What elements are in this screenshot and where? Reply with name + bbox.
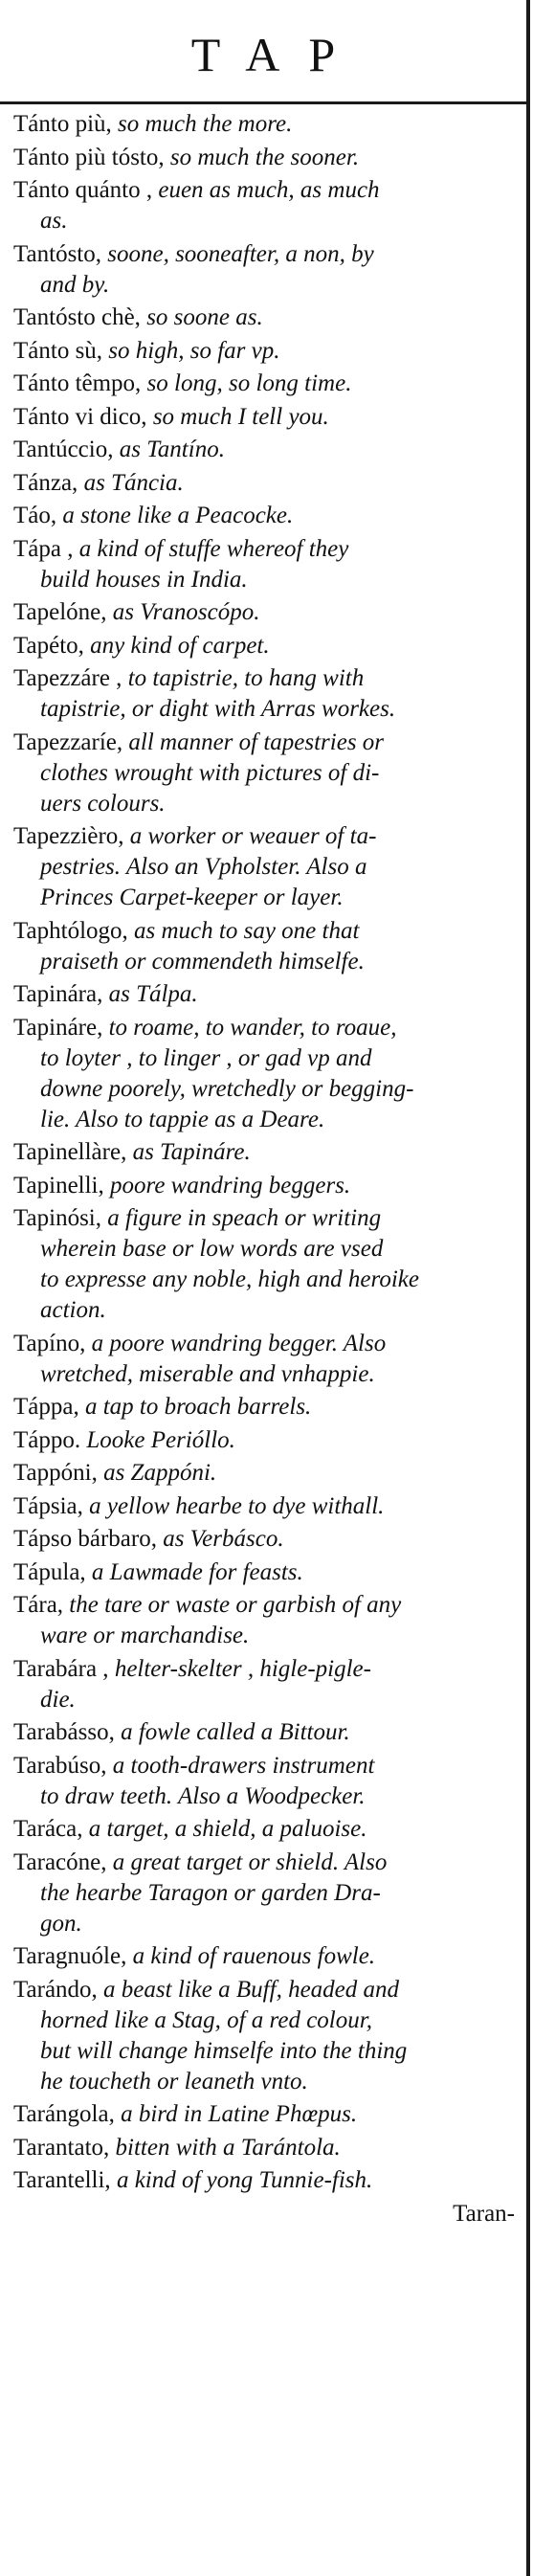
dictionary-entry (13, 534, 521, 595)
dictionary-entry (13, 239, 521, 301)
definition-text: but will change himselfe into the thing (40, 2037, 408, 2064)
entry-first-line (13, 402, 521, 433)
headword: Tapelóne, (13, 599, 107, 625)
dictionary-entry (13, 1814, 521, 1845)
dictionary-entry (13, 402, 521, 433)
definition-text: ware or marchandise. (40, 1623, 250, 1648)
entry-first-line (13, 1329, 521, 1359)
entry-continuation-line (13, 1781, 521, 1812)
dictionary-entry (13, 631, 521, 661)
right-margin-rule (526, 0, 530, 2576)
headword: Táppo. (13, 1426, 81, 1453)
entry-first-line (13, 175, 521, 206)
dictionary-entry (13, 1425, 521, 1456)
definition-text: as much to say one that (134, 917, 360, 944)
definition-text: as. (40, 208, 68, 234)
headword: Tapezzaríe, (13, 728, 123, 755)
headword: Tapinelli, (13, 1172, 104, 1198)
headword: Tapinellàre, (13, 1139, 127, 1165)
definition-text: he toucheth or leaneth vnto. (40, 2068, 308, 2094)
entry-first-line (13, 1975, 521, 2005)
entry-first-line (13, 979, 521, 1010)
entry-first-line (13, 1013, 521, 1043)
headword: Tápsia, (13, 1492, 83, 1519)
definition-text: a beast like a Buff, headed and (103, 1976, 400, 2003)
definition-text: clothes wrought with pictures of di- (40, 759, 380, 786)
headword: Tarabúso, (13, 1752, 107, 1779)
dictionary-entry (13, 1751, 521, 1812)
entry-continuation-line (13, 852, 521, 883)
definition-text: a Lawmade for feasts. (91, 1558, 303, 1585)
definition-text: so long, so long time. (146, 370, 352, 396)
entry-continuation-line (13, 1359, 521, 1390)
entry-continuation-line (13, 947, 521, 977)
headword: Tapezzièro, (13, 823, 124, 849)
definition-text: to roame, to wander, to roaue, (108, 1014, 397, 1041)
entry-first-line (13, 1751, 521, 1781)
definition-text: tapistrie, or dight with Arras workes. (40, 696, 396, 722)
headword: Taragnuóle, (13, 1943, 127, 1969)
definition-text: a tap to broach barrels. (84, 1394, 312, 1420)
entry-first-line (13, 1590, 521, 1621)
entry-first-line (13, 1203, 521, 1234)
dictionary-entry (13, 916, 521, 977)
headword: Tapéto, (13, 632, 84, 659)
headword: Tantósto chè, (13, 304, 141, 330)
headword: Tantósto, (13, 240, 101, 267)
definition-text: poore wandring beggers. (110, 1172, 351, 1198)
definition-text: gon. (40, 1910, 82, 1937)
entry-first-line (13, 1814, 521, 1845)
headword: Táppa, (13, 1394, 79, 1420)
dictionary-entry (13, 663, 521, 725)
definition-text: all manner of tapestries or (128, 728, 385, 755)
dictionary-entry (13, 2099, 521, 2130)
dictionary-entry (13, 1203, 521, 1326)
dictionary-entry (13, 1524, 521, 1555)
dictionary-entry (13, 1590, 521, 1651)
entry-continuation-line (13, 694, 521, 725)
definition-text: horned like a Stag, of a red colour, (40, 2006, 372, 2033)
entry-first-line (13, 369, 521, 399)
headword: Tára, (13, 1592, 64, 1618)
headword: Tapinára, (13, 981, 103, 1007)
definition-text: as Tantíno. (119, 437, 225, 462)
headword: Tápula, (13, 1558, 86, 1585)
dictionary-entry (13, 1848, 521, 1939)
definition-text: lie. Also to tappie as a Deare. (40, 1106, 325, 1132)
definition-text: so soone as. (146, 304, 263, 330)
definition-text: to tapistrie, to hang with (127, 665, 365, 691)
dictionary-entry (13, 175, 521, 236)
definition-text: as Vranoscópo. (112, 599, 260, 625)
running-head: TAP (190, 28, 365, 81)
entry-continuation-line (13, 2036, 521, 2067)
headword: Tantúccio, (13, 437, 114, 462)
dictionary-entry (13, 468, 521, 499)
headword: Tapinósi, (13, 1205, 101, 1231)
definition-text: wretched, miserable and vnhappie. (40, 1360, 375, 1387)
entry-first-line (13, 821, 521, 852)
dictionary-entry (13, 1941, 521, 1972)
dictionary-entry (13, 1654, 521, 1715)
definition-text: a yellow hearbe to dye withall. (89, 1492, 385, 1519)
entry-continuation-line (13, 206, 521, 236)
dictionary-entry (13, 979, 521, 1010)
dictionary-entry (13, 821, 521, 913)
definition-text: helter-skelter , higle-pigle- (114, 1655, 371, 1682)
definition-text: as Zappóni. (103, 1460, 217, 1486)
headword: Tánto più tósto, (13, 144, 165, 170)
entry-first-line (13, 1137, 521, 1168)
headword: Tánto vi dico, (13, 403, 147, 430)
entry-continuation-line (13, 758, 521, 789)
entry-continuation-line (13, 2005, 521, 2036)
entry-first-line (13, 1848, 521, 1878)
headword: Tánza, (13, 469, 78, 496)
entry-list (13, 109, 521, 2229)
dictionary-entry (13, 109, 521, 140)
entry-continuation-line (13, 1685, 521, 1715)
headword: Tánto têmpo, (13, 370, 142, 396)
definition-text: a target, a shield, a paluoise. (88, 1816, 367, 1842)
entry-continuation-line (13, 1909, 521, 1939)
headword: Taphtólogo, (13, 917, 128, 944)
entry-continuation-line (13, 1234, 521, 1265)
entry-first-line (13, 1491, 521, 1522)
headword: Tarabára , (13, 1655, 109, 1682)
dictionary-entry (13, 1013, 521, 1135)
definition-text: the hearbe Taragon or garden Dra- (40, 1879, 381, 1906)
entry-continuation-line (13, 1878, 521, 1909)
definition-text: so much the more. (118, 111, 293, 137)
definition-text: so much I tell you. (152, 403, 329, 430)
definition-text: a tooth-drawers instrument (112, 1752, 375, 1779)
dictionary-entry (13, 1171, 521, 1201)
definition-text: so much the sooner. (169, 144, 360, 170)
entry-continuation-line (13, 1265, 521, 1295)
definition-text: and by. (40, 271, 110, 298)
definition-text: pestries. Also an Vpholster. Also a (40, 854, 367, 880)
entry-first-line (13, 302, 521, 333)
entry-continuation-line (13, 1043, 521, 1074)
definition-text: as Tálpa. (108, 981, 198, 1007)
definition-text: uers colours. (40, 790, 166, 817)
dictionary-entry (13, 2165, 521, 2196)
dictionary-entry (13, 1717, 521, 1748)
entry-first-line (13, 728, 521, 758)
entry-first-line (13, 1717, 521, 1748)
entry-continuation-line (13, 565, 521, 595)
entry-continuation-line (13, 1621, 521, 1651)
entry-first-line (13, 501, 521, 531)
headword: Táo, (13, 503, 57, 528)
definition-text: as Táncia. (83, 469, 184, 496)
definition-text: any kind of carpet. (90, 632, 270, 659)
entry-first-line (13, 2165, 521, 2196)
headword: Tappóni, (13, 1460, 98, 1486)
entry-first-line (13, 1654, 521, 1685)
dictionary-entry (13, 728, 521, 819)
entry-first-line (13, 1392, 521, 1422)
entry-continuation-line (13, 883, 521, 913)
entry-continuation-line (13, 1105, 521, 1135)
headword: Tánto sù, (13, 337, 103, 364)
entry-first-line (13, 336, 521, 367)
entry-first-line (13, 663, 521, 694)
dictionary-entry (13, 1137, 521, 1168)
definition-text: so high, so far vp. (108, 337, 280, 364)
definition-text: to expresse any noble, high and heroike (40, 1266, 419, 1292)
dictionary-entry (13, 597, 521, 628)
entry-first-line (13, 109, 521, 140)
headword: Tarabásso, (13, 1719, 115, 1745)
entry-first-line (13, 468, 521, 499)
entry-continuation-line (13, 1295, 521, 1326)
definition-text: die. (40, 1686, 76, 1713)
headword: Tapíno, (13, 1330, 86, 1356)
definition-text: bitten with a Tarántola. (115, 2134, 341, 2161)
definition-text: as Tapináre. (132, 1139, 251, 1165)
entry-first-line (13, 1941, 521, 1972)
headword: Tápso bárbaro, (13, 1526, 157, 1552)
entry-first-line (13, 534, 521, 565)
definition-text: soone, sooneafter, a non, by (107, 240, 374, 267)
dictionary-entry (13, 1329, 521, 1390)
definition-text: to loyter , to linger , or gad vp and (40, 1044, 372, 1071)
dictionary-entry (13, 1975, 521, 2097)
entry-first-line (13, 239, 521, 270)
definition-text: as Verbásco. (163, 1526, 284, 1552)
entry-first-line (13, 1171, 521, 1201)
definition-text: a kind of rauenous fowle. (132, 1943, 376, 1969)
header-rule (0, 101, 528, 104)
definition-text: downe poorely, wretchedly or begging- (40, 1075, 414, 1102)
definition-text: build houses in India. (40, 566, 248, 593)
entry-continuation-line (13, 789, 521, 819)
definition-text: praiseth or commendeth himselfe. (40, 948, 365, 974)
definition-text: a fowle called a Bittour. (121, 1719, 350, 1745)
definition-text: a bird in Latine Phœpus. (121, 2101, 358, 2127)
definition-text: a worker or weauer of ta- (129, 823, 377, 849)
definition-text: the tare or waste or garbish of any (69, 1592, 402, 1618)
headword: Tapezzáre , (13, 665, 122, 691)
dictionary-entry (13, 302, 521, 333)
dictionary-entry (13, 1458, 521, 1489)
headword: Tarantelli, (13, 2167, 111, 2193)
entry-first-line (13, 2099, 521, 2130)
definition-text: a kind of stuffe whereof they (78, 535, 349, 562)
dictionary-entry (13, 2133, 521, 2163)
entry-continuation-line (13, 2067, 521, 2097)
entry-continuation-line (13, 270, 521, 301)
page-header (0, 8, 526, 101)
entry-continuation-line (13, 1074, 521, 1105)
entry-first-line (13, 1458, 521, 1489)
entry-first-line (13, 631, 521, 661)
entry-first-line (13, 143, 521, 173)
dictionary-entry (13, 143, 521, 173)
definition-text: a stone like a Peacocke. (62, 503, 294, 528)
dictionary-entry (13, 336, 521, 367)
entry-first-line (13, 597, 521, 628)
definition-text: Looke Perióllo. (86, 1426, 235, 1453)
headword: Tapináre, (13, 1014, 103, 1041)
dictionary-entry (13, 501, 521, 531)
headword: Tarándo, (13, 1976, 98, 2003)
headword: Tánto quánto , (13, 177, 153, 203)
definition-text: wherein base or low words are vsed (40, 1236, 384, 1262)
dictionary-entry (13, 435, 521, 465)
entry-first-line (13, 1524, 521, 1555)
dictionary-entry (13, 1491, 521, 1522)
entry-first-line (13, 1425, 521, 1456)
definition-text: a poore wandring begger. Also (91, 1330, 387, 1356)
entry-first-line (13, 916, 521, 947)
entry-first-line (13, 1557, 521, 1588)
headword: Taráca, (13, 1816, 83, 1842)
definition-text: a figure in speach or writing (107, 1205, 382, 1231)
entry-first-line (13, 2133, 521, 2163)
dictionary-entry (13, 1557, 521, 1588)
headword: Tápa , (13, 535, 74, 562)
definition-text: Princes Carpet-keeper or layer. (40, 885, 344, 910)
dictionary-entry (13, 369, 521, 399)
definition-text: euen as much, as much (158, 177, 380, 203)
definition-text: action. (40, 1297, 106, 1323)
headword: Tarángola, (13, 2101, 115, 2127)
definition-text: a great target or shield. Also (112, 1848, 388, 1875)
catchword: Taran- (453, 2200, 515, 2227)
dictionary-entry (13, 1392, 521, 1422)
headword: Tarantato, (13, 2134, 110, 2161)
definition-text: a kind of yong Tunnie-fish. (116, 2167, 373, 2193)
definition-text: to draw teeth. Also a Woodpecker. (40, 1782, 366, 1809)
entry-first-line (13, 435, 521, 465)
headword: Taracóne, (13, 1848, 107, 1875)
headword: Tánto più, (13, 111, 112, 137)
